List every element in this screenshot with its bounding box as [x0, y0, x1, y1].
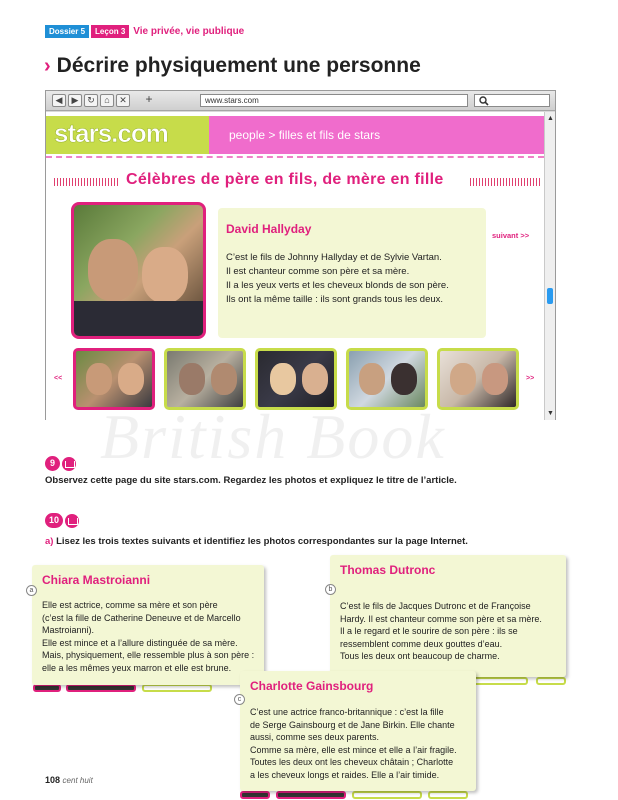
address-bar[interactable]: www.stars.com: [200, 94, 468, 107]
reload-icon[interactable]: ↻: [84, 94, 98, 107]
browser-toolbar: [46, 91, 555, 111]
article-box: [218, 208, 486, 338]
watermark: British Book: [100, 401, 446, 472]
card-line: C’est le fils de Jacques Dutronc et de Françoise: [340, 601, 531, 611]
next-link[interactable]: suivant >>: [492, 231, 530, 240]
card-line: (c’est la fille de Catherine Deneuve et de Marcello: [42, 612, 241, 623]
exercise-10-instruction: [45, 536, 468, 547]
site-heading: Célèbres de père en fils, de mère en fille: [126, 171, 444, 188]
card-line: de Serge Gainsbourg et de Jane Birkin. Elle chante: [250, 719, 455, 730]
card-name: Chiara Mastroianni: [42, 573, 151, 587]
card-line: Hardy. Il est chanteur comme son père et sa mère.: [340, 613, 542, 624]
decor-stripes-right: [470, 178, 540, 186]
article-text: [226, 251, 482, 307]
exercise-10-number: [45, 513, 79, 528]
card-name: Charlotte Gainsbourg: [250, 679, 374, 693]
article-line: C’est le fils de Johnny Hallyday et de Sylvie Vartan.: [226, 252, 442, 263]
article-line: Ils ont la même taille : ils sont grands tous les deux.: [226, 294, 444, 305]
photo-strip: [276, 791, 346, 799]
article-line: Il a les yeux verts et les cheveux blonds de son père.: [226, 280, 449, 291]
back-icon[interactable]: ◀: [52, 94, 66, 107]
card-line: aussi, comme ses deux parents.: [250, 732, 380, 742]
exercise-number-badge: 9: [45, 456, 60, 471]
lesson-header: [45, 24, 244, 38]
web-page: [46, 112, 544, 420]
photo-strip: [352, 791, 422, 799]
photo-strip: [142, 684, 212, 692]
site-logo[interactable]: stars.com: [54, 118, 168, 148]
page-title-text: Décrire physiquement une personne: [56, 54, 421, 77]
close-icon[interactable]: ✕: [116, 94, 130, 107]
card-letter-badge: a: [26, 585, 37, 596]
exercise-number-badge: 10: [45, 513, 63, 528]
scrollbar[interactable]: [544, 112, 555, 420]
card-text: [42, 599, 272, 674]
page-footer: [45, 775, 93, 785]
text-card-c: [240, 671, 476, 791]
chevron-right-icon: ›: [44, 54, 51, 77]
photo-person: [142, 247, 188, 303]
dossier-tag: Dossier 5: [45, 25, 89, 38]
scroll-down-icon[interactable]: ▼: [547, 410, 554, 417]
card-line: Mais, physiquement, elle ressemble plus à son père :: [42, 650, 255, 660]
card-line: Toutes les deux ont les cheveux châtain ; Charlotte: [250, 757, 454, 767]
card-letter-badge: b: [325, 584, 336, 595]
site-banner: [209, 116, 544, 154]
new-tab-icon[interactable]: +: [145, 92, 153, 106]
browser-window: [45, 90, 556, 420]
site-logo-area[interactable]: [46, 116, 209, 154]
lesson-theme: Vie privée, vie publique: [133, 25, 245, 37]
photo-person: [88, 239, 138, 301]
book-icon: [62, 457, 76, 471]
scroll-thumb[interactable]: [547, 288, 553, 304]
main-photo[interactable]: [71, 202, 206, 339]
article-line: Il est chanteur comme son père et sa mère.: [226, 266, 410, 277]
thumbnail-photo[interactable]: [437, 348, 519, 410]
card-line: Comme sa mère, elle est mince et elle a l’air fragile.: [250, 744, 457, 755]
book-icon: [65, 514, 79, 528]
forward-icon[interactable]: ▶: [68, 94, 82, 107]
search-icon: [479, 96, 489, 106]
card-line: Il a le regard et le sourire de son père : ils se: [340, 626, 518, 636]
home-icon[interactable]: ⌂: [100, 94, 114, 107]
photo-strip: [33, 684, 61, 692]
instruction-letter: a): [45, 536, 54, 547]
breadcrumb[interactable]: people > filles et fils de stars: [229, 128, 381, 142]
divider: [46, 156, 544, 158]
card-text: [250, 706, 480, 781]
card-text: [340, 600, 570, 663]
photo-detail: [74, 301, 206, 339]
card-line: ressemblent comme deux gouttes d’eau.: [340, 638, 503, 649]
page-number-words: cent huit: [62, 776, 93, 785]
prev-thumbnails-button[interactable]: <<: [54, 375, 63, 382]
card-line: Elle est mince et a l’allure distinguée de sa mère.: [42, 637, 238, 648]
card-letter-badge: c: [234, 694, 245, 705]
search-input[interactable]: [474, 94, 550, 107]
text-card-a: [32, 565, 264, 685]
instruction-text: Lisez les trois textes suivants et identifiez les photos correspondantes sur la page Internet.: [53, 536, 468, 547]
card-line: elle a les mêmes yeux marron et elle est brune.: [42, 662, 232, 673]
card-line: Elle est actrice, comme sa mère et son père: [42, 600, 218, 610]
scroll-up-icon[interactable]: ▲: [547, 115, 554, 122]
lecon-tag: Leçon 3: [91, 25, 129, 38]
next-thumbnails-button[interactable]: >>: [526, 375, 535, 382]
photo-strip: [66, 684, 136, 692]
card-line: a les cheveux longs et raides. Elle a l’air timide.: [250, 769, 440, 780]
decor-stripes-left: [54, 178, 120, 186]
exercise-9-number: [45, 456, 76, 471]
article-name: David Hallyday: [226, 222, 312, 236]
photo-strip: [240, 791, 270, 799]
card-line: Mastroianni).: [42, 625, 95, 635]
card-line: C’est une actrice franco-britannique : c’est la fille: [250, 707, 444, 717]
photo-strip: [536, 677, 566, 685]
page-number: 108: [45, 775, 61, 785]
exercise-9-instruction: Observez cette page du site stars.com. Regardez les photos et expliquez le titre de l’article.: [45, 475, 457, 486]
card-line: Tous les deux ont beaucoup de charme.: [340, 651, 500, 661]
card-name: Thomas Dutronc: [340, 563, 436, 577]
photo-strip: [428, 791, 468, 799]
page-title: [44, 54, 421, 78]
text-card-b: [330, 555, 566, 677]
